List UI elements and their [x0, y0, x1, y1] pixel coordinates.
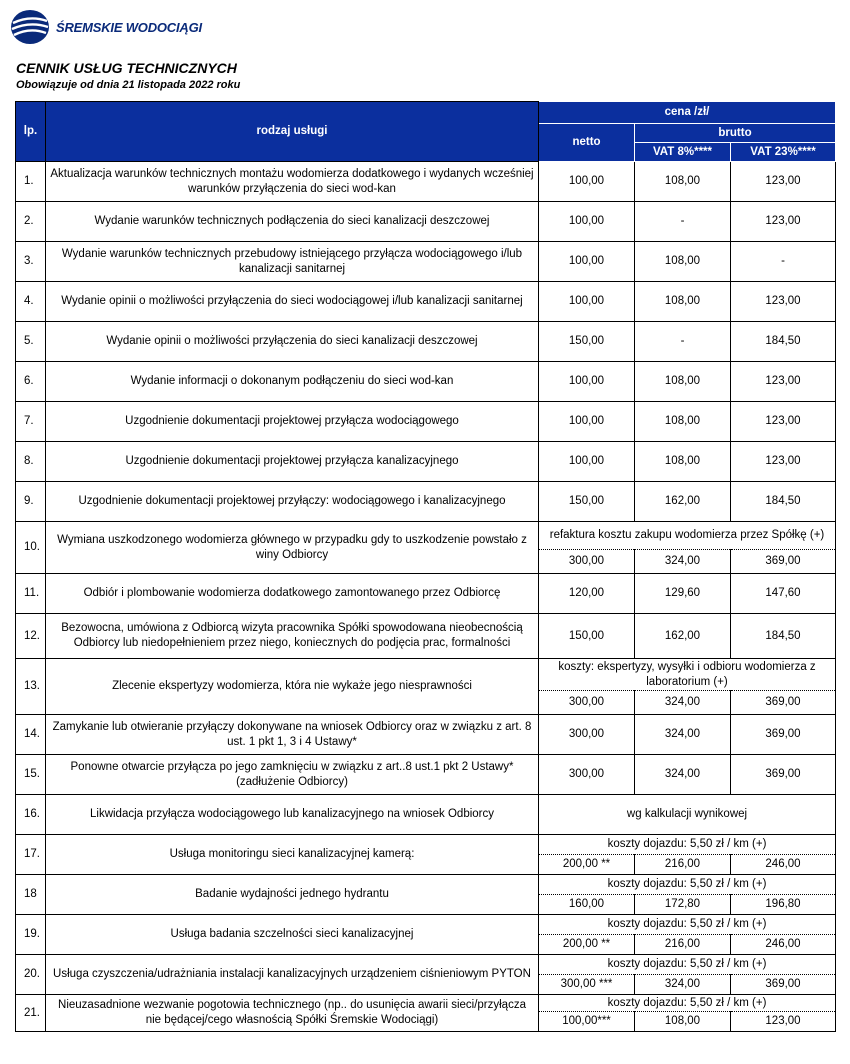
price-vat23: 147,60	[731, 574, 836, 614]
water-drop-logo-icon	[10, 9, 50, 45]
service-description: Wymiana uszkodzonego wodomierza głównego w przypadku gdy to uszkodzenie powstało z winy Odbiorcy	[46, 522, 539, 574]
service-description: Wydanie opinii o możliwości przyłączenia do sieci wodociągowej i/lub kanalizacji sanitarnej	[46, 282, 539, 322]
price-vat8: 324,00	[635, 691, 731, 715]
col-vat8-header: VAT 8%****	[635, 143, 731, 162]
row-number: 14.	[16, 715, 46, 755]
price-netto: 100,00	[539, 362, 635, 402]
table-row	[16, 659, 836, 691]
table-row	[16, 755, 836, 795]
table-row	[16, 995, 836, 1012]
price-netto: 150,00	[539, 482, 635, 522]
col-price-header: cena /zł/	[539, 102, 836, 124]
price-vat8: 108,00	[635, 242, 731, 282]
row-number: 5.	[16, 322, 46, 362]
price-note: koszty dojazdu: 5,50 zł / km (+)	[539, 995, 836, 1012]
price-vat8: 324,00	[635, 975, 731, 995]
price-note: koszty: ekspertyzy, wysyłki i odbioru wodomierza z laboratorium (+)	[539, 659, 836, 691]
service-description: Nieuzasadnione wezwanie pogotowia technicznego (np.. do usunięcia awarii sieci/przyłącza nie będącej/cego własnością Spółki Śremskie Wodociągi)	[46, 995, 539, 1032]
row-number: 9.	[16, 482, 46, 522]
price-vat23: 123,00	[731, 362, 836, 402]
price-vat8: 216,00	[635, 855, 731, 875]
service-description: Uzgodnienie dokumentacji projektowej przyłącza wodociągowego	[46, 402, 539, 442]
table-row	[16, 442, 836, 482]
row-number: 4.	[16, 282, 46, 322]
table-row	[16, 835, 836, 855]
price-vat23: 196,80	[731, 895, 836, 915]
price-vat8: 162,00	[635, 482, 731, 522]
price-vat23: 246,00	[731, 855, 836, 875]
price-netto: 300,00	[539, 755, 635, 795]
price-note: koszty dojazdu: 5,50 zł / km (+)	[539, 835, 836, 855]
service-description: Usługa czyszczenia/udrażniania instalacji kanalizacyjnych urządzeniem ciśnieniowym PYTON	[46, 955, 539, 995]
table-row	[16, 795, 836, 835]
service-description: Bezowocna, umówiona z Odbiorcą wizyta pracownika Spółki spowodowana nieobecnością Odbiorcy lub niedopełnieniem przez niego, koniecznych do podjęcia prac, formalności	[46, 614, 539, 659]
price-calculation: wg kalkulacji wynikowej	[539, 795, 836, 835]
page-subtitle: Obowiązuje od dnia 21 listopada 2022 roku	[16, 79, 241, 91]
price-vat8: 108,00	[635, 162, 731, 202]
row-number: 18	[16, 875, 46, 915]
price-netto: 200,00 **	[539, 935, 635, 955]
price-netto: 300,00	[539, 550, 635, 574]
price-netto: 120,00	[539, 574, 635, 614]
row-number: 8.	[16, 442, 46, 482]
price-vat23: 123,00	[731, 162, 836, 202]
service-description: Uzgodnienie dokumentacji projektowej przyłącza kanalizacyjnego	[46, 442, 539, 482]
price-netto: 200,00 **	[539, 855, 635, 875]
price-table	[15, 101, 836, 1032]
row-number: 17.	[16, 835, 46, 875]
price-vat23: 369,00	[731, 550, 836, 574]
price-netto: 100,00	[539, 242, 635, 282]
price-vat23: 123,00	[731, 202, 836, 242]
price-vat8: 324,00	[635, 550, 731, 574]
price-netto: 100,00	[539, 442, 635, 482]
price-vat23: 123,00	[731, 1012, 836, 1032]
price-vat8: 108,00	[635, 442, 731, 482]
table-row	[16, 162, 836, 202]
table-row	[16, 282, 836, 322]
price-vat23: 123,00	[731, 402, 836, 442]
table-row	[16, 574, 836, 614]
price-netto: 160,00	[539, 895, 635, 915]
price-vat8: 108,00	[635, 1012, 731, 1032]
row-number: 20.	[16, 955, 46, 995]
price-vat23: 369,00	[731, 755, 836, 795]
service-description: Odbiór i plombowanie wodomierza dodatkowego zamontowanego przez Odbiorcę	[46, 574, 539, 614]
col-service-header: rodzaj usługi	[46, 102, 539, 162]
service-description: Zlecenie ekspertyzy wodomierza, która nie wykaże jego niesprawności	[46, 659, 539, 715]
price-vat8: 216,00	[635, 935, 731, 955]
price-netto: 100,00	[539, 202, 635, 242]
price-vat8: -	[635, 202, 731, 242]
price-vat23: 123,00	[731, 282, 836, 322]
col-lp-header: lp.	[16, 102, 46, 162]
price-netto: 100,00	[539, 402, 635, 442]
service-description: Wydanie warunków technicznych przebudowy istniejącego przyłącza wodociągowego i/lub kanalizacji sanitarnej	[46, 242, 539, 282]
table-row	[16, 614, 836, 659]
table-row	[16, 715, 836, 755]
price-netto: 300,00	[539, 691, 635, 715]
col-vat23-header: VAT 23%****	[731, 143, 836, 162]
row-number: 13.	[16, 659, 46, 715]
price-vat8: 108,00	[635, 402, 731, 442]
service-description: Ponowne otwarcie przyłącza po jego zamknięciu w związku z art..8 ust.1 pkt 2 Ustawy* (zadłużenie Odbiorcy)	[46, 755, 539, 795]
price-note: koszty dojazdu: 5,50 zł / km (+)	[539, 875, 836, 895]
price-netto: 100,00	[539, 282, 635, 322]
table-row	[16, 875, 836, 895]
row-number: 7.	[16, 402, 46, 442]
price-netto: 150,00	[539, 614, 635, 659]
company-name: ŚREMSKIE WODOCIĄGI	[56, 19, 202, 35]
col-netto-header: netto	[539, 124, 635, 162]
row-number: 11.	[16, 574, 46, 614]
price-vat8: 108,00	[635, 282, 731, 322]
price-netto: 300,00	[539, 715, 635, 755]
col-brutto-header: brutto	[635, 124, 836, 143]
service-description: Usługa monitoringu sieci kanalizacyjnej kamerą:	[46, 835, 539, 875]
row-number: 3.	[16, 242, 46, 282]
company-logo	[10, 8, 202, 46]
price-vat8: -	[635, 322, 731, 362]
table-row	[16, 522, 836, 550]
row-number: 15.	[16, 755, 46, 795]
price-vat23: 184,50	[731, 322, 836, 362]
table-row	[16, 242, 836, 282]
price-netto: 100,00***	[539, 1012, 635, 1032]
table-row	[16, 322, 836, 362]
price-note: koszty dojazdu: 5,50 zł / km (+)	[539, 915, 836, 935]
price-vat8: 172,80	[635, 895, 731, 915]
service-description: Wydanie warunków technicznych podłączenia do sieci kanalizacji deszczowej	[46, 202, 539, 242]
row-number: 21.	[16, 995, 46, 1032]
price-vat23: 184,50	[731, 614, 836, 659]
service-description: Wydanie opinii o możliwości przyłączenia do sieci kanalizacji deszczowej	[46, 322, 539, 362]
price-vat23: -	[731, 242, 836, 282]
service-description: Wydanie informacji o dokonanym podłączeniu do sieci wod-kan	[46, 362, 539, 402]
row-number: 10.	[16, 522, 46, 574]
row-number: 12.	[16, 614, 46, 659]
price-vat23: 184,50	[731, 482, 836, 522]
price-netto: 150,00	[539, 322, 635, 362]
price-note: refaktura kosztu zakupu wodomierza przez Spółkę (+)	[539, 522, 836, 550]
price-vat23: 369,00	[731, 975, 836, 995]
service-description: Likwidacja przyłącza wodociągowego lub kanalizacyjnego na wniosek Odbiorcy	[46, 795, 539, 835]
row-number: 2.	[16, 202, 46, 242]
price-vat8: 129,60	[635, 574, 731, 614]
service-description: Badanie wydajności jednego hydrantu	[46, 875, 539, 915]
price-vat23: 246,00	[731, 935, 836, 955]
price-netto: 100,00	[539, 162, 635, 202]
price-vat23: 369,00	[731, 691, 836, 715]
price-vat8: 162,00	[635, 614, 731, 659]
row-number: 6.	[16, 362, 46, 402]
price-netto: 300,00 ***	[539, 975, 635, 995]
price-vat23: 369,00	[731, 715, 836, 755]
row-number: 1.	[16, 162, 46, 202]
price-vat23: 123,00	[731, 442, 836, 482]
row-number: 16.	[16, 795, 46, 835]
row-number: 19.	[16, 915, 46, 955]
price-note: koszty dojazdu: 5,50 zł / km (+)	[539, 955, 836, 975]
service-description: Aktualizacja warunków technicznych montażu wodomierza dodatkowego i wydanych wcześniej warunków przyłączenia do sieci wod-kan	[46, 162, 539, 202]
price-vat8: 108,00	[635, 362, 731, 402]
service-description: Usługa badania szczelności sieci kanalizacyjnej	[46, 915, 539, 955]
table-row	[16, 482, 836, 522]
table-row	[16, 915, 836, 935]
service-description: Zamykanie lub otwieranie przyłączy dokonywane na wniosek Odbiorcy oraz w związku z art. 8 ust. 1 pkt 1, 3 i 4 Ustawy*	[46, 715, 539, 755]
table-row	[16, 402, 836, 442]
price-vat8: 324,00	[635, 715, 731, 755]
table-row	[16, 202, 836, 242]
page-title: CENNIK USŁUG TECHNICZNYCH	[16, 60, 237, 76]
price-vat8: 324,00	[635, 755, 731, 795]
table-row	[16, 362, 836, 402]
service-description: Uzgodnienie dokumentacji projektowej przyłączy: wodociągowego i kanalizacyjnego	[46, 482, 539, 522]
table-row	[16, 955, 836, 975]
